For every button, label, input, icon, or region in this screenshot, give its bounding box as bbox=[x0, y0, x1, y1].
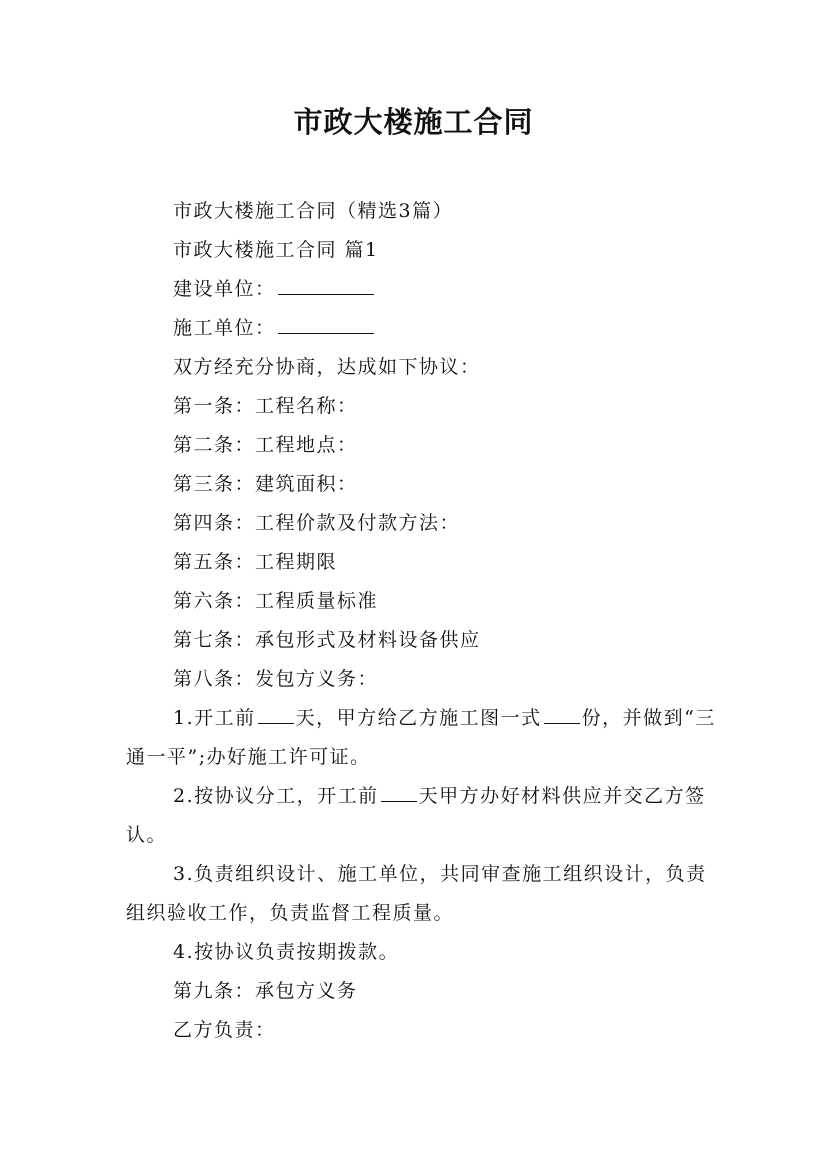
intro-text: 双方经充分协商，达成如下协议： bbox=[173, 356, 481, 378]
contractor-line bbox=[126, 309, 726, 348]
contractor-label: 施工单位： bbox=[173, 317, 276, 339]
article-1: 第一条：工程名称： bbox=[173, 395, 358, 417]
article-3: 第三条：建筑面积： bbox=[173, 473, 358, 495]
contractor-blank bbox=[278, 311, 374, 334]
item1-part-a: 1.开工前 bbox=[173, 707, 256, 729]
article-2: 第二条：工程地点： bbox=[173, 434, 358, 456]
document-title: 市政大楼施工合同 bbox=[293, 105, 534, 139]
article-7: 第七条：承包形式及材料设备供应 bbox=[173, 629, 481, 651]
document-subtitle: 市政大楼施工合同（精选3篇） bbox=[173, 200, 454, 222]
item1-days-blank bbox=[258, 701, 294, 724]
document-body bbox=[126, 192, 726, 1050]
item2-days-blank bbox=[381, 779, 417, 802]
builder-blank bbox=[278, 272, 374, 295]
article-9: 第九条：承包方义务 bbox=[173, 980, 358, 1002]
item1-part-c: 份，并做到“三通一平”;办好施工许可证。 bbox=[126, 707, 716, 768]
article-6: 第六条：工程质量标准 bbox=[173, 590, 379, 612]
obligation-item-1 bbox=[126, 699, 726, 777]
article-5: 第五条：工程期限 bbox=[173, 551, 338, 573]
item2-part-a: 2.按协议分工，开工前 bbox=[173, 785, 379, 807]
party-b-duties: 乙方负责： bbox=[173, 1019, 276, 1041]
obligation-item-3: 3.负责组织设计、施工单位，共同审查施工组织设计，负责组织验收工作，负责监督工程质量。 bbox=[126, 863, 707, 924]
part-heading: 市政大楼施工合同 篇1 bbox=[173, 239, 379, 261]
builder-label: 建设单位： bbox=[173, 278, 276, 300]
builder-line bbox=[126, 270, 726, 309]
obligation-item-2 bbox=[126, 777, 726, 855]
item2-part-b: 天甲方办好材料供应并交乙方签认。 bbox=[126, 785, 706, 846]
article-8: 第八条：发包方义务： bbox=[173, 668, 379, 690]
article-4: 第四条：工程价款及付款方法： bbox=[173, 512, 461, 534]
item1-copies-blank bbox=[544, 701, 580, 724]
obligation-item-4: 4.按协议负责按期拨款。 bbox=[173, 941, 400, 963]
item1-part-b: 天，甲方给乙方施工图一式 bbox=[295, 707, 542, 729]
